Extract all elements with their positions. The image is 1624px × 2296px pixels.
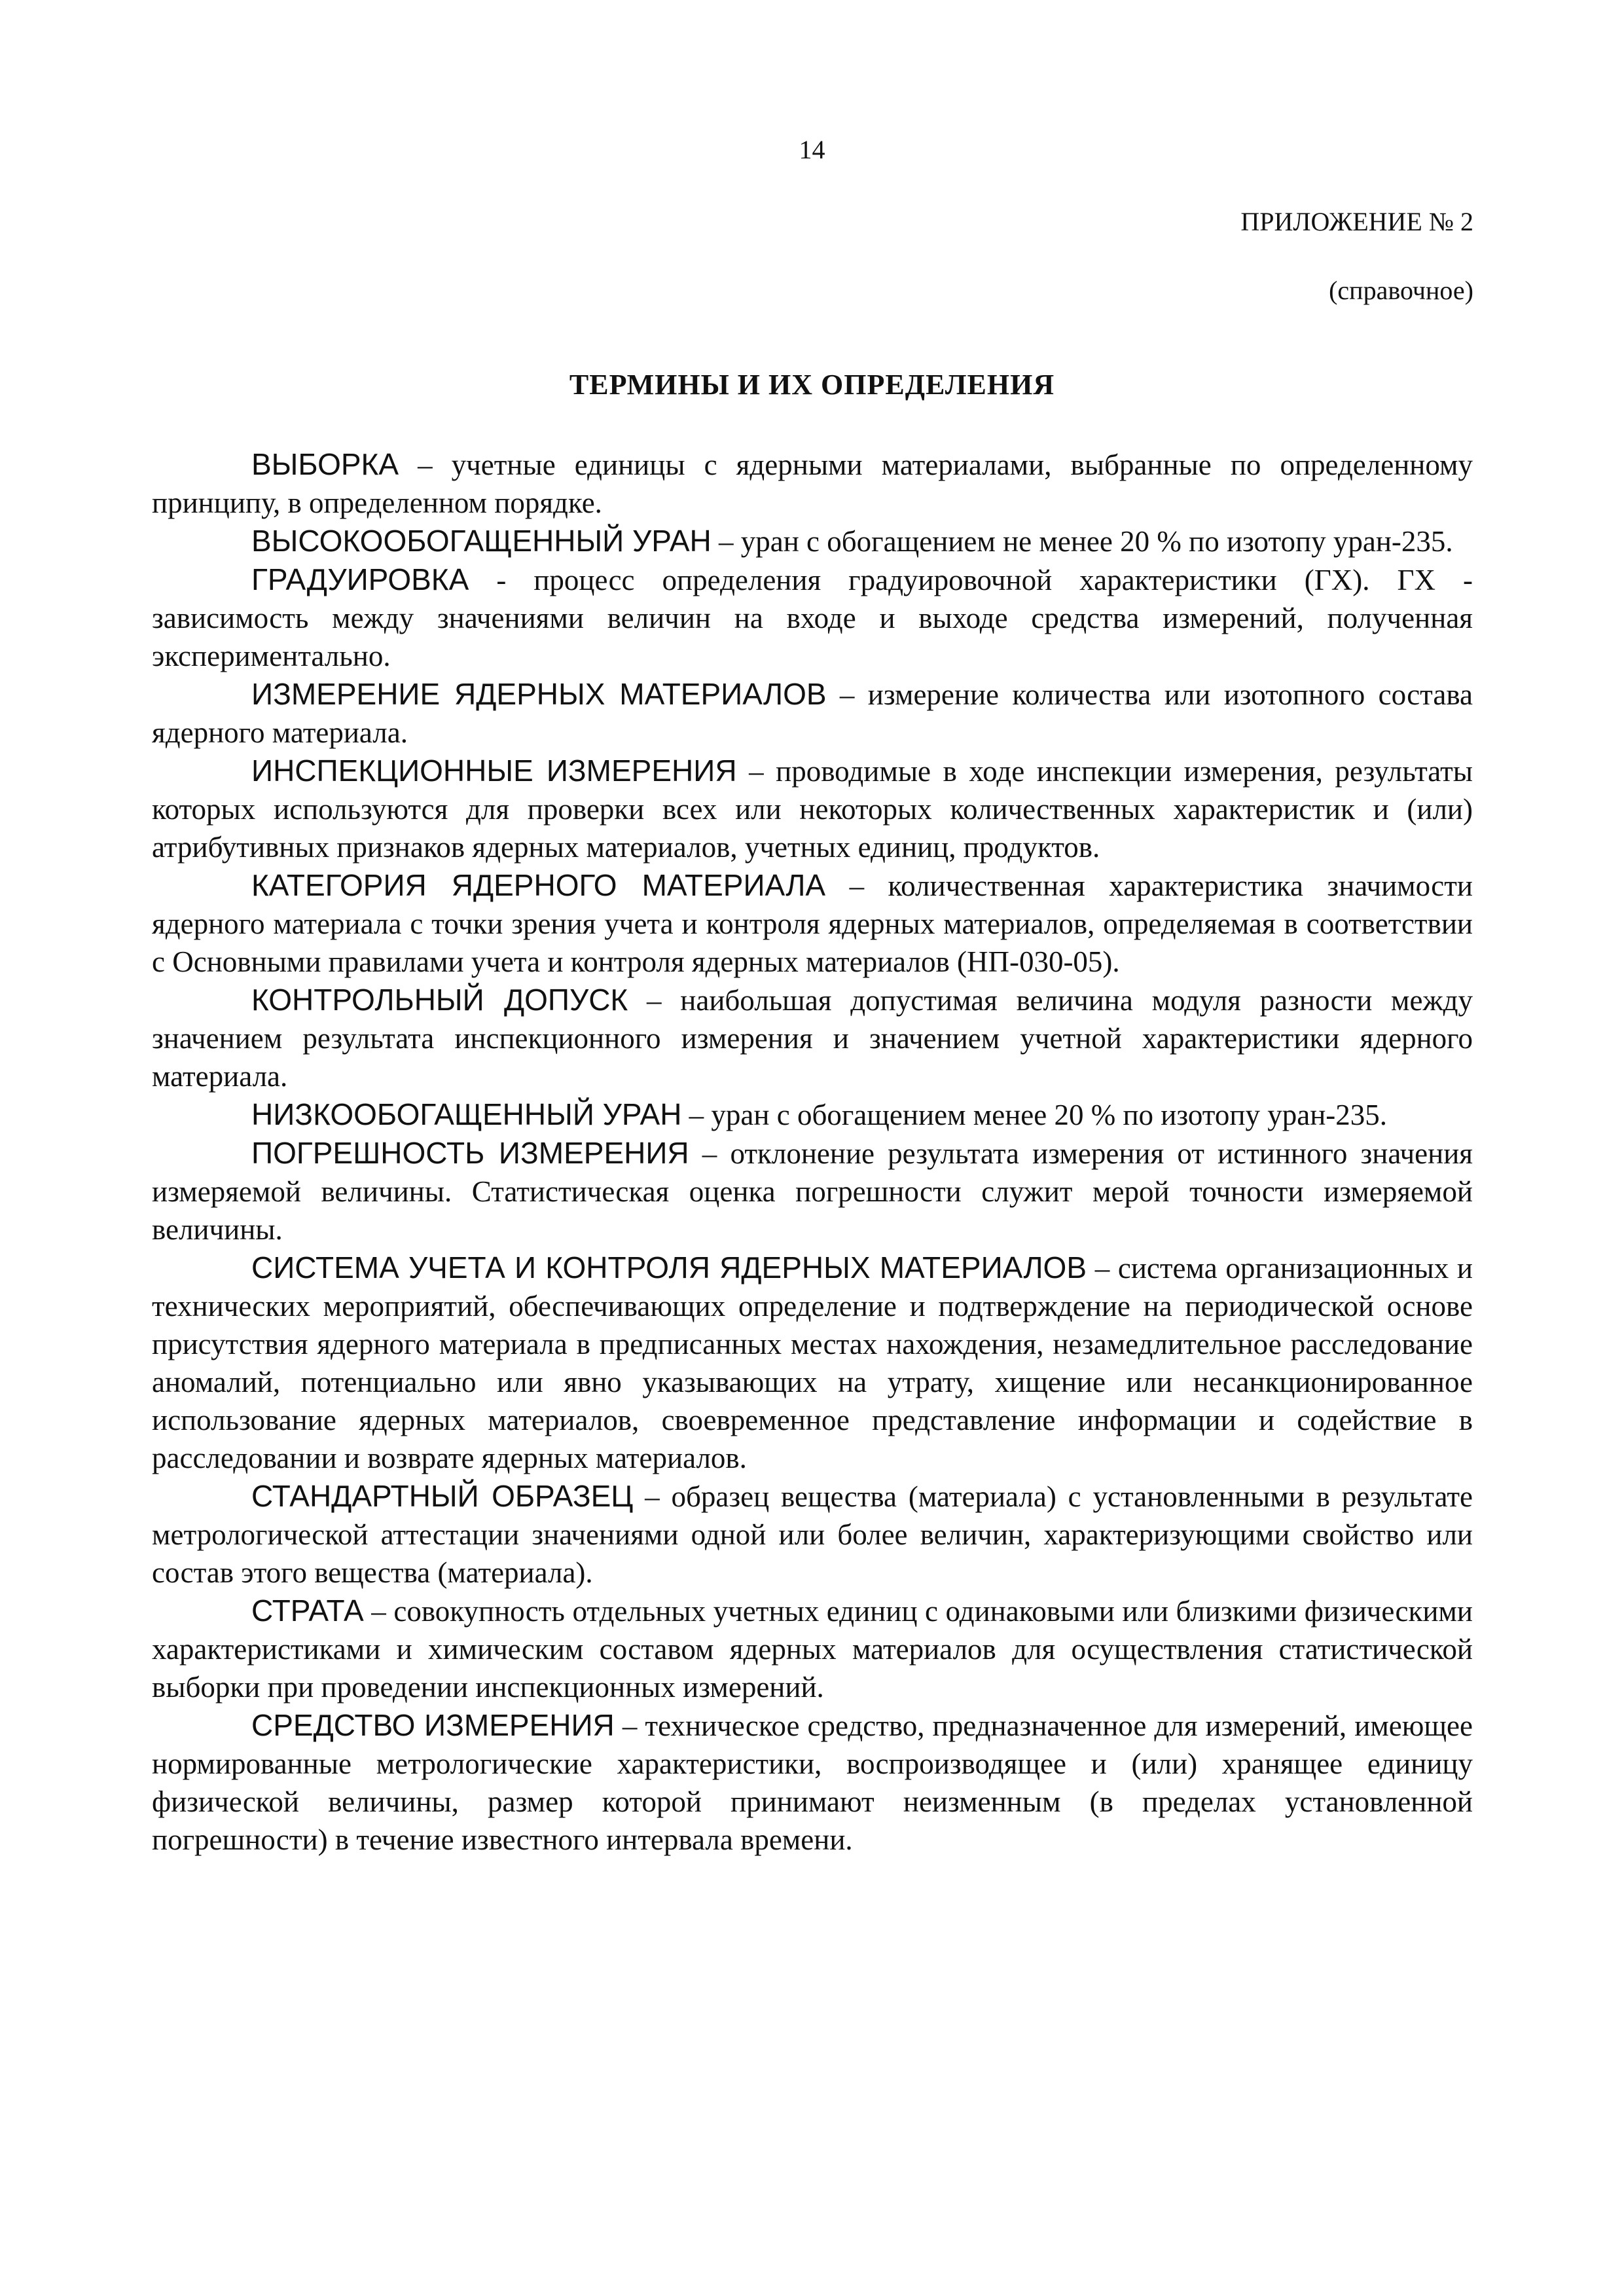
term-definition: – образец вещества (материала) с установленными в результате метрологической аттестации значениями одной или более величин, характеризующими свойство или состав этого вещества (материала). [152,1480,1473,1589]
appendix-label: ПРИЛОЖЕНИЕ № 2 [1240,207,1473,236]
term-definition: – количественная характеристика значимости ядерного материала с точки зрения учета и контроля ядерных материалов, определяемая в соответствии с Основными правилами учета и контроля ядерных материалов (НП-030-05). [152,869,1473,978]
term-definition: – совокупность отдельных учетных единиц с одинаковыми или близкими физическими характеристиками и химическим составом ядерных материалов для осуществления статистической выборки при проведении инспекционных измерений. [152,1595,1473,1704]
term-name: КАТЕГОРИЯ ЯДЕРНОГО МАТЕРИАЛА [251,868,826,902]
term-entry [152,1592,1473,1706]
term-name: ВЫБОРКА [251,447,399,481]
term-name: СТРАТА [251,1594,364,1628]
term-name: СРЕДСТВО ИЗМЕРЕНИЯ [251,1708,615,1742]
terms-list [152,445,1473,1859]
term-definition: – уран с обогащением менее 20 % по изотопу уран-235. [681,1099,1388,1131]
term-definition: – проводимые в ходе инспекции измерения, результаты которых используются для проверки всех или некоторых количественных характеристик и (или) атрибутивных признаков ядерных материалов, учетных единиц, продуктов. [152,755,1473,864]
appendix-kind: (справочное) [1329,276,1473,305]
term-name: СТАНДАРТНЫЙ ОБРАЗЕЦ [251,1479,634,1513]
term-entry [152,752,1473,866]
term-entry [152,1248,1473,1477]
term-name: НИЗКООБОГАЩЕННЫЙ УРАН [251,1097,682,1131]
term-definition: – измерение количества или изотопного состава ядерного материала. [152,678,1473,749]
term-entry [152,560,1473,675]
term-definition: – система организационных и технических мероприятий, обеспечивающих определение и подтверждение на периодической основе присутствия ядерного материала в предписанных местах нахождения, незамедлительное расследование аномалий, потенциально или явно указывающих на утрату, хищение или несанкционированное использование ядерных материалов, своевременное представление информации и содействие в расследовании и возврате ядерных материалов. [152,1252,1473,1474]
term-name: ВЫСОКООБОГАЩЕННЫЙ УРАН [251,524,712,558]
term-name: ПОГРЕШНОСТЬ ИЗМЕРЕНИЯ [251,1136,689,1170]
term-entry [152,1134,1473,1248]
term-name: СИСТЕМА УЧЕТА И КОНТРОЛЯ ЯДЕРНЫХ МАТЕРИАЛОВ [251,1250,1087,1285]
term-definition: – техническое средство, предназначенное для измерений, имеющее нормированные метрологические характеристики, воспроизводящее и (или) хранящее единицу физической величины, размер которой принимают неизменным (в пределах установленной погрешности) в течение известного интервала времени. [152,1709,1473,1856]
term-definition: - процесс определения градуировочной характеристики (ГХ). ГХ - зависимость между значениями величин на входе и выходе средства измерений, полученная экспериментально. [152,564,1473,672]
term-name: ИНСПЕКЦИОННЫЕ ИЗМЕРЕНИЯ [251,754,737,788]
term-definition: – наибольшая допустимая величина модуля разности между значением результата инспекционного измерения и значением учетной характеристики ядерного материала. [152,984,1473,1093]
term-entry [152,1095,1473,1134]
term-definition: – уран с обогащением не менее 20 % по изотопу уран-235. [711,525,1453,558]
term-entry [152,866,1473,981]
term-entry [152,675,1473,752]
page-title: ТЕРМИНЫ И ИХ ОПРЕДЕЛЕНИЯ [569,369,1055,401]
term-entry [152,981,1473,1095]
term-name: ИЗМЕРЕНИЕ ЯДЕРНЫХ МАТЕРИАЛОВ [251,677,827,711]
term-entry [152,445,1473,522]
term-definition: – отклонение результата измерения от истинного значения измеряемой величины. Статистическая оценка погрешности служит мерой точности измеряемой величины. [152,1137,1473,1246]
term-name: КОНТРОЛЬНЫЙ ДОПУСК [251,983,628,1017]
term-definition: – учетные единицы с ядерными материалами, выбранные по определенному принципу, в определенном порядке. [152,448,1473,519]
term-entry [152,522,1473,560]
term-entry [152,1477,1473,1592]
term-entry [152,1706,1473,1859]
page-number: 14 [799,135,825,164]
term-name: ГРАДУИРОВКА [251,562,469,596]
